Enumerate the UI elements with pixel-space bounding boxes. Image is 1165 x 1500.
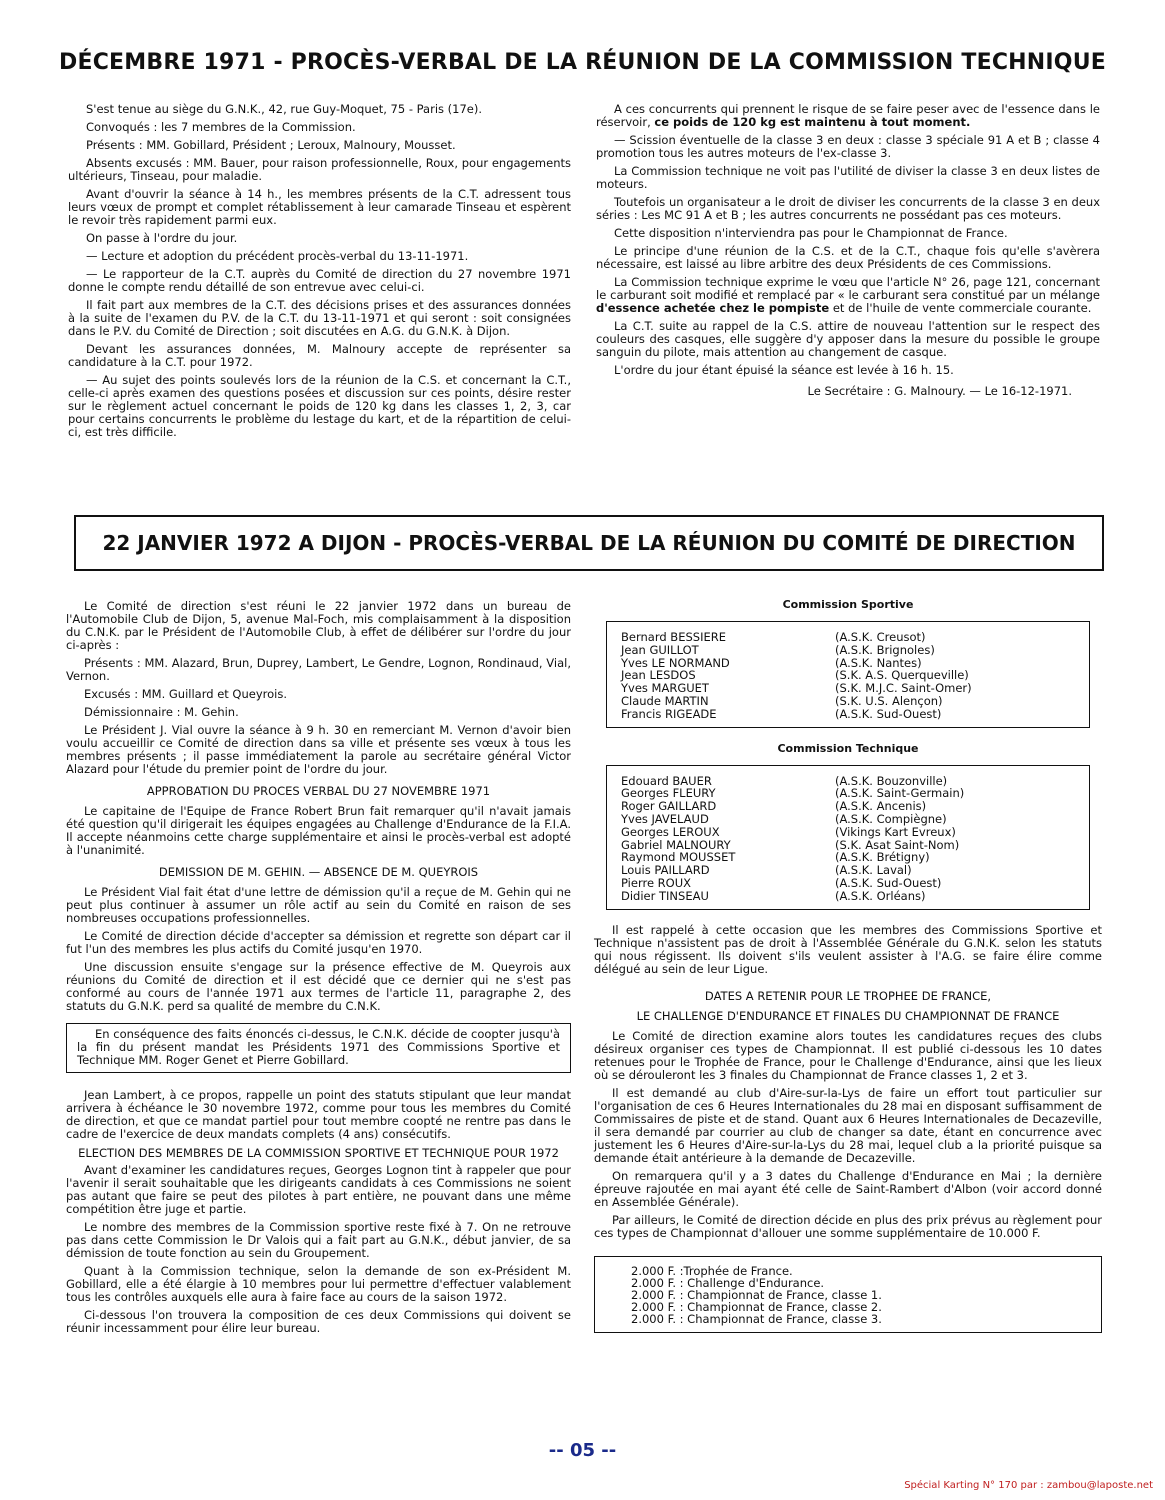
paragraph: S'est tenue au siège du G.N.K., 42, rue Guy-Moquet, 75 - Paris (17e). [86, 102, 482, 116]
member-name: Gabriel MALNOURY [621, 837, 731, 852]
member-name: Francis RIGEADE [621, 706, 717, 721]
heading-dates: DATES A RETENIR POUR LE TROPHEE DE FRANCE, [704, 988, 992, 1003]
member-club: (A.S.K. Bouzonville) [835, 773, 948, 788]
member-name: Yves JAVELAUD [621, 811, 709, 826]
paragraph: Absents excusés : MM. Bauer, pour raison professionnelle, Roux, pour engagements ultérieurs, Tinseau, pour maladie. [68, 156, 571, 183]
member-name: Raymond MOUSSET [621, 850, 736, 865]
member-row [621, 826, 1075, 839]
member-club: (S.K. A.S. Querqueville) [835, 668, 969, 683]
signature: Le Secrétaire : G. Malnoury. — Le 16-12-1971. [807, 384, 1072, 398]
paragraph: Le Comité de direction examine alors toutes les candidatures reçues des clubs désireux organiser ces types de Championnat. Il est publié ci-dessous les 10 dates retenues pour le Trophée de France, pour le Challenge d'Endurance, ainsi que les lieux où se dérouleront les 3 finales du Championnat de France classes 1, 2 et 3. [594, 1028, 1102, 1082]
paragraph: — Le rapporteur de la C.T. auprès du Comité de direction du 27 novembre 1971 donne le compte rendu détaillé de son entrevue avec celui-ci. [68, 267, 571, 294]
member-name: Georges FLEURY [621, 786, 716, 801]
paragraph: Le Président J. Vial ouvre la séance à 9 h. 30 en remerciant M. Vernon d'avoir bien voulu accueillir ce Comité de direction dans sa ville et présente ses vœux à tous les membres présents ; il passe immédiatement la parole au secrétaire général Victor Alazard pour l'étude du premier point de l'ordre du jour. [66, 723, 571, 776]
paragraph: On passe à l'ordre du jour. [86, 231, 238, 245]
prize-box [594, 1256, 1102, 1333]
member-name: Edouard BAUER [621, 773, 712, 788]
section2-title: 22 JANVIER 1972 A DIJON - PROCÈS-VERBAL DE LA RÉUNION DU COMITÉ DE DIRECTION [74, 515, 1104, 571]
paragraph: L'ordre du jour étant épuisé la séance est levée à 16 h. 15. [614, 363, 954, 377]
member-club: (A.S.K. Laval) [835, 863, 912, 878]
prize-row: 2.000 F. : Challenge d'Endurance. [631, 1275, 825, 1290]
paragraph: En conséquence des faits énoncés ci-dessus, le C.N.K. décide de coopter jusqu'à la fin du présent mandat les Présidents 1971 des Commissions Sportive et Technique MM. Roger Genet et Pierre Gobillard. [77, 1027, 560, 1067]
text-run: et de l'huile de vente commerciale courante. [832, 301, 1092, 315]
paragraph: Par ailleurs, le Comité de direction décide en plus des prix prévus au règlement pour ces types de Championnat d'allouer une somme supplémentaire de 10.000 F. [594, 1212, 1102, 1240]
heading-demission: DEMISSION DE M. GEHIN. — ABSENCE DE M. QUEYROIS [158, 865, 479, 879]
member-name: Bernard BESSIERE [621, 630, 726, 644]
paragraph: Jean Lambert, à ce propos, rappelle un point des statuts stipulant que leur mandat arrivera à échéance le 30 novembre 1972, comme pour tous les membres du Comité de direction, et que ce mandat partiel pour tout membre coopté ne rentre pas dans le cadre de l'exercice de deux mandats complets (4 ans) consécutifs. [66, 1088, 571, 1141]
prize-row: 2.000 F. :Trophée de France. [631, 1263, 793, 1278]
member-name: Georges LEROUX [621, 824, 720, 839]
member-row [621, 877, 1075, 890]
member-club: (S.K. Asat Saint-Nom) [835, 837, 960, 852]
heading-approbation: APPROBATION DU PROCES VERBAL DU 27 NOVEMBRE 1971 [146, 784, 491, 798]
member-name: Jean GUILLOT [621, 642, 699, 657]
member-club: (A.S.K. Sud-Ouest) [835, 706, 942, 721]
paragraph: Le Président Vial fait état d'une lettre de démission qu'il a reçue de M. Gehin qui ne peut plus continuer à assumer un rôle actif au sein du Comité en raison de ses nombreuses occupations professionnelles. [66, 885, 571, 925]
member-name: Jean LESDOS [621, 668, 696, 683]
member-row [621, 890, 1075, 903]
section1-left-column [68, 103, 571, 444]
paragraph: Il fait part aux membres de la C.T. des décisions prises et des assurances données à la suite de l'examen du P.V. de la C.T. du 13-11-1971 et qui seront : soit consignées dans le P.V. du Comité de Direction ; soit discutées en A.G. du G.N.K. à Dijon. [68, 298, 571, 338]
text-run: La Commission technique exprime le vœu que l'article N° 26, page 121, concernant le carburant soit modifié et remplacé par « le carburant sera constitué par un mélange [596, 275, 1100, 302]
paragraph: Avant d'ouvrir la séance à 14 h., les membres présents de la C.T. adressent tous leurs vœux de prompt et complet rétablissement à leur camarade Tinseau et espèrent le revoir très rapidement parmi eux. [68, 187, 571, 227]
member-club: (A.S.K. Saint-Germain) [835, 786, 965, 801]
member-row [621, 644, 1075, 657]
paragraph: Ci-dessous l'on trouvera la composition de ces deux Commissions qui doivent se réunir incessamment pour élire leur bureau. [66, 1308, 571, 1335]
paragraph: On remarquera qu'il y a 3 dates du Challenge d'Endurance en Mai ; la dernière épreuve rajoutée en mai ayant été celle de Saint-Rambert d'Albon (voir accord donné en Assemblée Générale). [594, 1168, 1102, 1209]
paragraph: Cette disposition n'interviendra pas pour le Championnat de France. [614, 226, 1008, 240]
paragraph: Toutefois un organisateur a le droit de diviser les concurrents de la classe 3 en deux séries : Les MC 91 A et B ; les autres concurrents ne possédant pas ces moteurs. [596, 195, 1100, 222]
paragraph [596, 276, 1100, 315]
paragraph: Le Comité de direction décide d'accepter sa démission et regrette son départ car il fut l'un des membres les plus actifs du Comité jusqu'en 1970. [66, 929, 571, 956]
paragraph: Excusés : MM. Guillard et Queyrois. [84, 687, 288, 701]
member-name: Louis PAILLARD [621, 863, 710, 878]
paragraph: Quant à la Commission technique, selon la demande de son ex-Président M. Gobillard, elle a été élargie à 10 membres pour lui permettre d'effectuer valablement tous les contrôles auxquels elle aura à faire face au cours de la saison 1972. [66, 1264, 571, 1304]
footer-credit: Spécial Karting N° 170 par : zambou@laposte.net [904, 1480, 1153, 1491]
heading-challenge: LE CHALLENGE D'ENDURANCE ET FINALES DU CHAMPIONNAT DE FRANCE [636, 1008, 1060, 1023]
paragraph: Démissionnaire : M. Gehin. [84, 705, 239, 719]
member-row [621, 708, 1075, 721]
member-club: (A.S.K. Nantes) [835, 655, 922, 670]
commission-technique-title: Commission Technique [777, 741, 919, 755]
member-row [621, 813, 1075, 826]
member-club: (A.S.K. Brétigny) [835, 850, 930, 865]
paragraph: Le principe d'une réunion de la C.S. et de la C.T., chaque fois qu'elle s'avèrera nécessaire, est laissé au libre arbitre des deux Présidents de ces Commissions. [596, 244, 1100, 271]
member-club: (A.S.K. Orléans) [835, 888, 926, 903]
paragraph: — Au sujet des points soulevés lors de la réunion de la C.S. et concernant la C.T., celle-ci après examen des questions posées et discussion sur ces points, désire rester sur le règlement actuel concernant le poids de 120 kg dans les classes 1, 2, 3, car pour certains concurrents le problème du lestage du kart, et de la répartition de celui-ci, est très difficile. [68, 373, 571, 439]
paragraph: Présents : MM. Alazard, Brun, Duprey, Lambert, Le Gendre, Lognon, Rondinaud, Vial, Vernon. [66, 656, 571, 683]
paragraph: Le nombre des membres de la Commission sportive reste fixé à 7. On ne retrouve pas dans cette Commission le Dr Valois qui a fait part au G.N.K., début janvier, de sa démission de toute fonction au sein du Groupement. [66, 1220, 571, 1260]
boxed-note [66, 1023, 571, 1073]
commission-sportive-title: Commission Sportive [782, 598, 914, 611]
member-name: Didier TINSEAU [621, 888, 709, 903]
member-club: (A.S.K. Creusot) [835, 630, 926, 644]
section1-right-column [596, 103, 1100, 403]
prize-row: 2.000 F. : Championnat de France, classe 3. [631, 1312, 882, 1327]
paragraph: Une discussion ensuite s'engage sur la présence effective de M. Queyrois aux réunions du Comité de direction et il est décidé que ce dernier qui ne s'est pas conformé au cours de l'année 1971 aux termes de l'article 11, paragraphe 2, des statuts du G.N.K. perd sa qualité de membre du C.N.K. [66, 960, 571, 1013]
heading-election: ELECTION DES MEMBRES DE LA COMMISSION SPORTIVE ET TECHNIQUE POUR 1972 [78, 1146, 559, 1160]
commission-technique-box [606, 765, 1090, 910]
member-club: (Vikings Kart Evreux) [835, 824, 956, 839]
member-club: (A.S.K. Sud-Ouest) [835, 875, 942, 890]
paragraph [596, 103, 1100, 129]
member-row [621, 695, 1075, 708]
paragraph: Le capitaine de l'Equipe de France Robert Brun fait remarquer qu'il n'avait jamais été question qu'il dirigerait les équipes engagées au Challenge d'Endurance de la F.I.A. Il accepte néanmoins cette charge supplémentaire et ainsi le procès-verbal est adopté à l'unanimité. [66, 804, 571, 857]
member-name: Pierre ROUX [621, 875, 692, 890]
member-club: (S.K. M.J.C. Saint-Omer) [835, 681, 972, 696]
member-row [621, 631, 1075, 644]
paragraph: — Scission éventuelle de la classe 3 en deux : classe 3 spéciale 91 A et B ; classe 4 promotion tous les autres moteurs de l'ex-classe 3. [596, 133, 1100, 160]
prize-row: 2.000 F. : Championnat de France, classe 2. [631, 1300, 882, 1315]
section2-right-column [594, 598, 1102, 1333]
commission-sportive-box [606, 621, 1090, 728]
paragraph: — Lecture et adoption du précédent procès-verbal du 13-11-1971. [86, 249, 469, 263]
section1-title: DÉCEMBRE 1971 - PROCÈS-VERBAL DE LA RÉUNION DE LA COMMISSION TECHNIQUE [59, 50, 1106, 75]
paragraph: Il est rappelé à cette occasion que les membres des Commissions Sportive et Technique n'assistent pas de droit à l'Assemblée Générale du G.N.K. selon les statuts qui nous régissent. Ils doivent s'ils veulent assister à l'A.G. se faire élire comme délégué au sein de leur Ligue. [594, 922, 1102, 976]
bold-text: d'essence achetée chez le pompiste [596, 301, 830, 315]
prize-row: 2.000 F. : Championnat de France, classe 1. [631, 1287, 882, 1302]
paragraph: Présents : MM. Gobillard, Président ; Leroux, Malnoury, Mousset. [86, 138, 456, 152]
bold-text: ce poids de 120 kg est maintenu à tout moment. [654, 115, 971, 129]
member-name: Yves MARGUET [621, 681, 709, 696]
section2-left-column [66, 600, 571, 1340]
paragraph: Avant d'examiner les candidatures reçues, Georges Lognon tint à rappeler que pour l'avenir il serait souhaitable que les dirigeants candidats à ces Commissions ne soient pas autant que faire se peut des pilotes à part entière, ne pouvant dans une même compétition être juge et partie. [66, 1163, 571, 1216]
member-club: (A.S.K. Compiègne) [835, 811, 947, 826]
member-name: Roger GAILLARD [621, 799, 717, 814]
page-number: -- 05 -- [548, 1440, 617, 1461]
paragraph: Devant les assurances données, M. Malnoury accepte de représenter sa candidature à la C.T. pour 1972. [68, 342, 571, 369]
paragraph: Le Comité de direction s'est réuni le 22 janvier 1972 dans un bureau de l'Automobile Club de Dijon, 5, avenue Mal-Foch, mis complaisamment à la disposition du C.N.K. par le Président de l'Automobile Club, à effet de délibérer sur l'ordre du jour ci-après : [66, 599, 571, 652]
member-club: (A.S.K. Ancenis) [835, 799, 927, 814]
paragraph: La Commission technique ne voit pas l'utilité de diviser la classe 3 en deux listes de moteurs. [596, 164, 1100, 191]
member-name: Yves LE NORMAND [621, 655, 730, 670]
text-run: A ces concurrents qui prennent le risque de se faire peser avec de l'essence dans le réservoir, [596, 102, 1100, 129]
paragraph: Il est demandé au club d'Aire-sur-la-Lys de faire un effort tout particulier sur l'organisation de ces 6 Heures Internationales du 28 mai en disposant suffisamment de Commissaires de piste et de stand. Quant aux 6 Heures Internationales de Decazeville, il sera demandé par courrier au club de changer sa date, étant en concurrence avec justement les 6 Heures d'Aire-sur-la-Lys du 28 mai, lequel club a la priorité puisque sa demande était antérieure à la demande de Decazeville. [594, 1085, 1102, 1165]
member-club: (S.K. U.S. Alençon) [835, 693, 943, 708]
paragraph: Convoqués : les 7 membres de la Commission. [86, 120, 356, 134]
member-club: (A.S.K. Brignoles) [835, 642, 935, 657]
paragraph: La C.T. suite au rappel de la C.S. attire de nouveau l'attention sur le respect des couleurs des casques, elle suggère d'y apposer dans la mesure du possible le groupe sanguin du pilote, mais attention au changement de casque. [596, 319, 1100, 359]
member-name: Claude MARTIN [621, 693, 709, 708]
